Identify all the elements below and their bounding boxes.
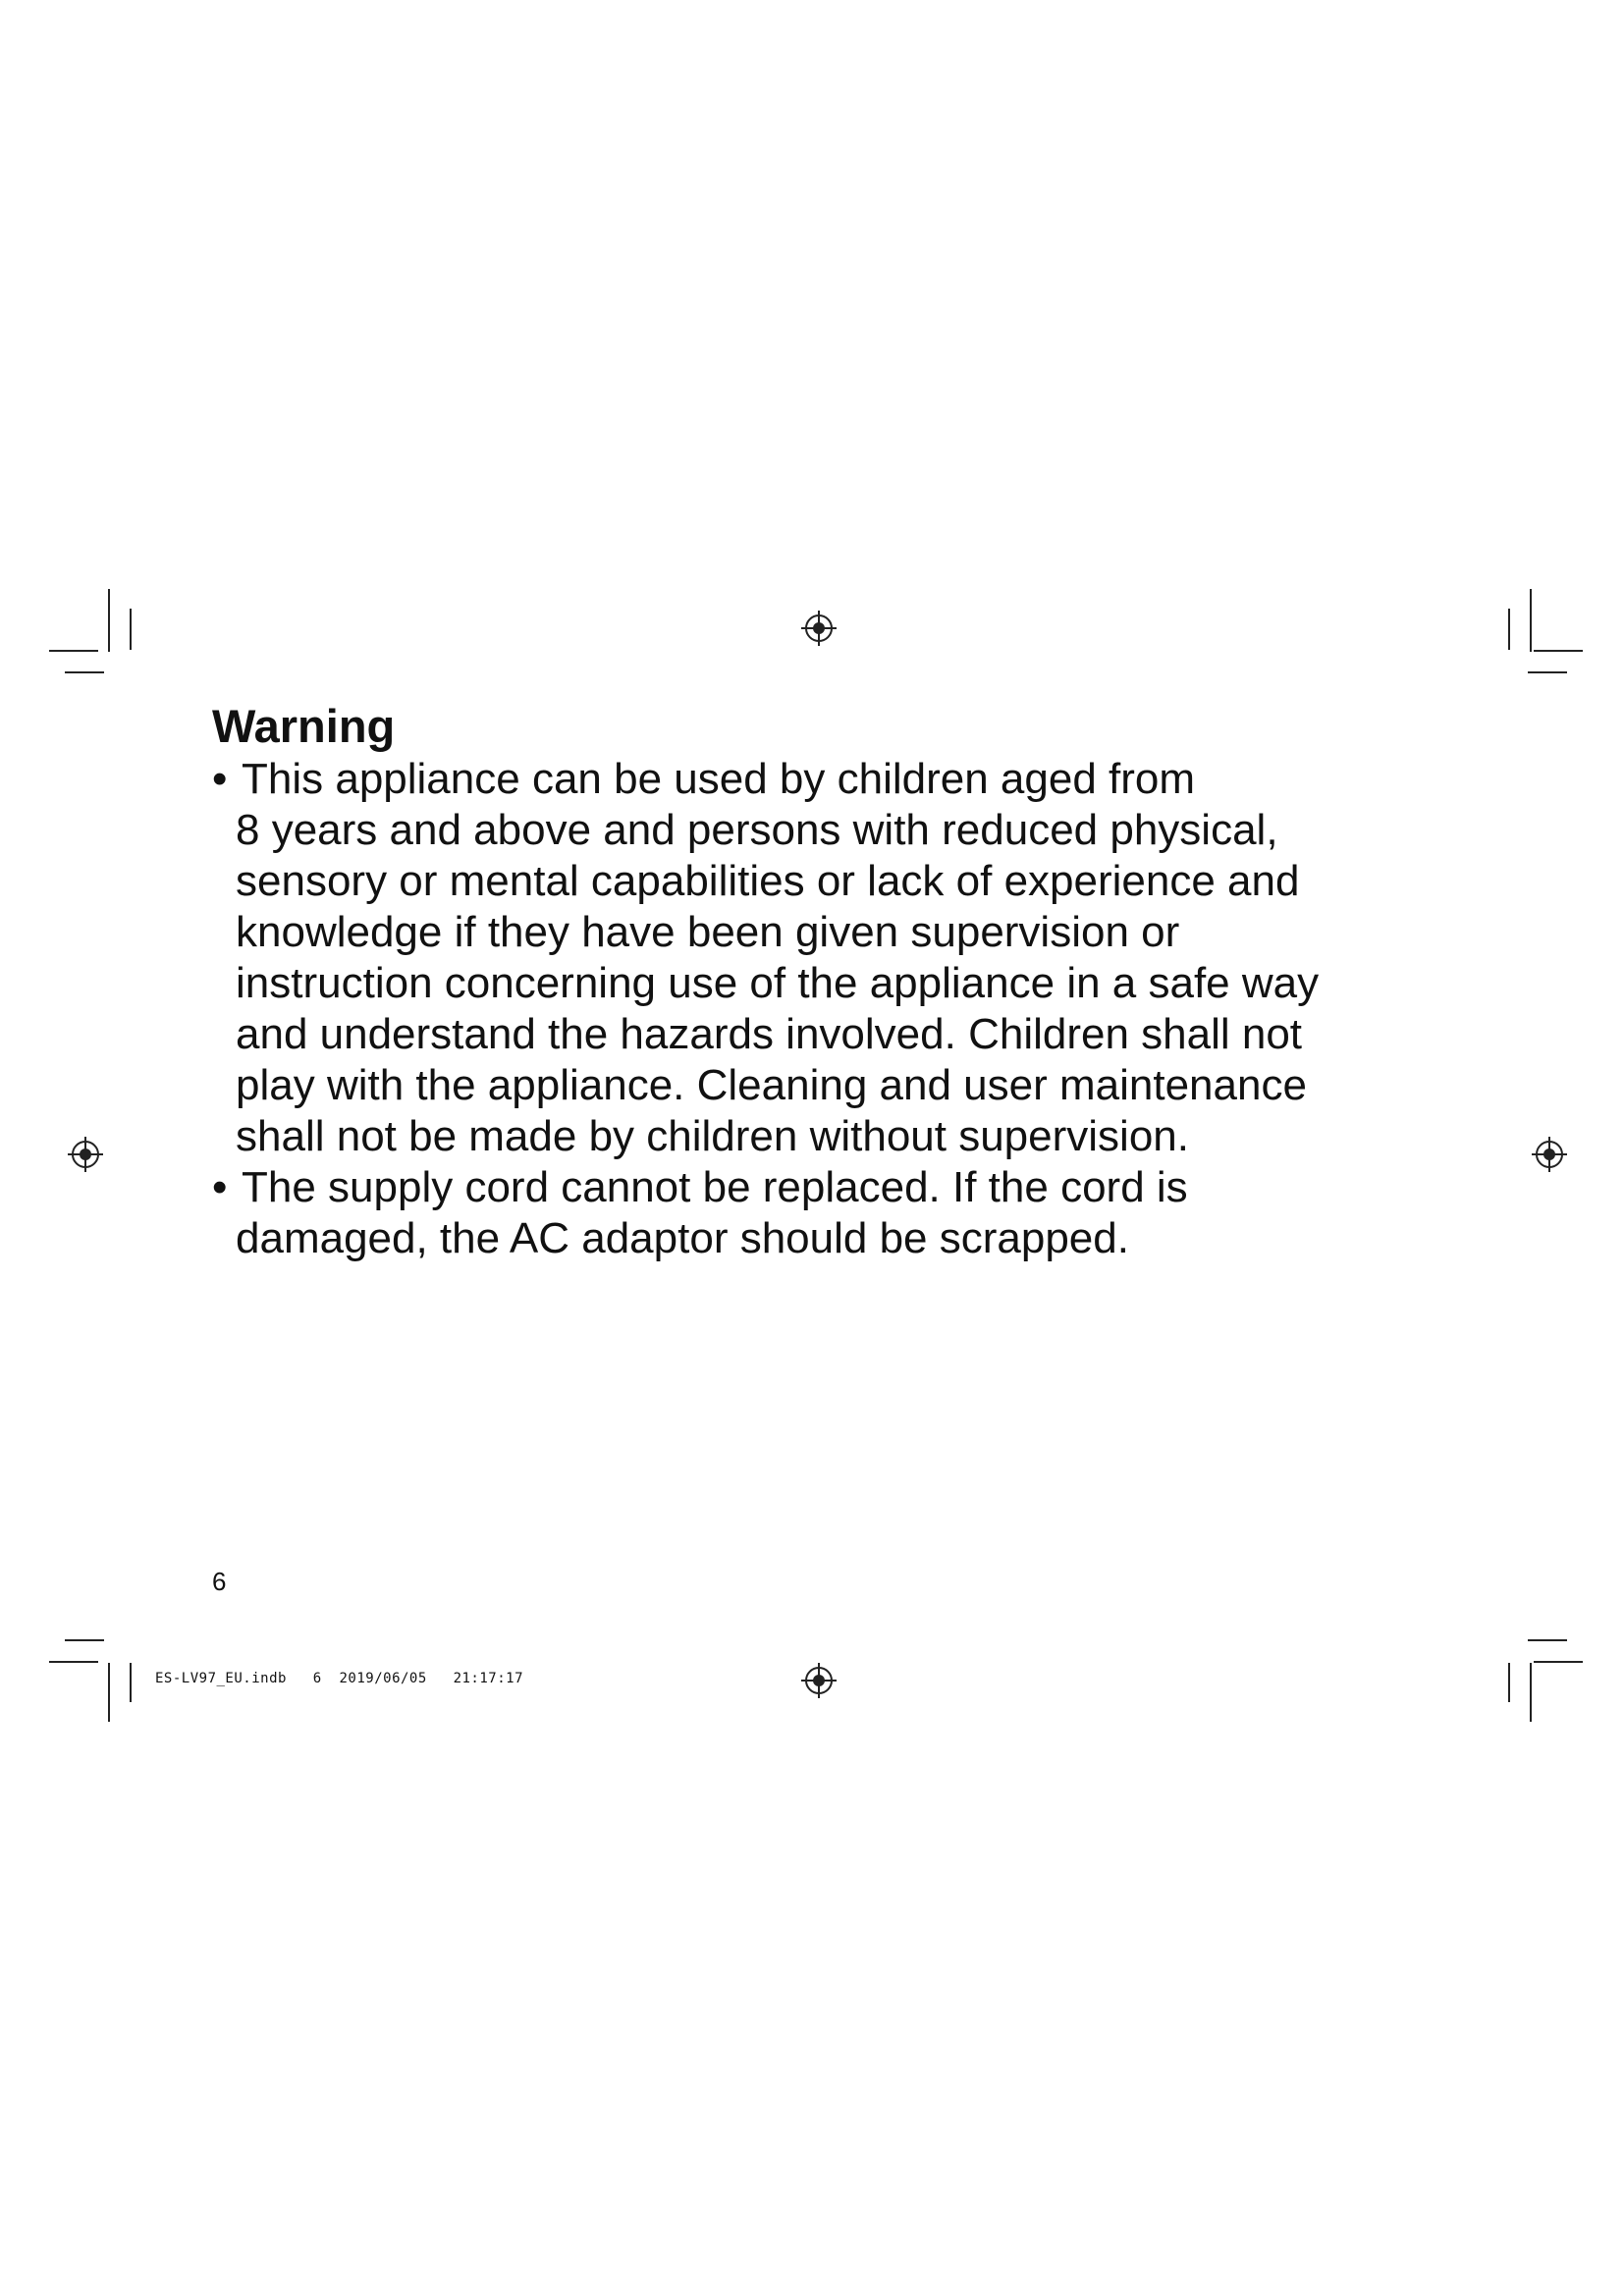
- page-number: 6: [212, 1567, 227, 1596]
- crop-mark-bottom-left-h2: [49, 1661, 98, 1663]
- warning-text-line: instruction concerning use of the appliance in a safe way: [236, 959, 1320, 1007]
- bullet-point: •: [212, 755, 228, 803]
- crop-mark-top-left-v2: [130, 609, 132, 650]
- warning-text-line: damaged, the AC adaptor should be scrapped.: [236, 1214, 1129, 1262]
- warning-text-line: The supply cord cannot be replaced. If the cord is: [242, 1163, 1188, 1211]
- warning-text-line: knowledge if they have been given supervision or: [236, 908, 1180, 956]
- bullet-point: •: [212, 1163, 228, 1211]
- crop-mark-bottom-left-v2: [130, 1663, 132, 1702]
- crop-mark-bottom-right-h2: [1534, 1661, 1583, 1663]
- registration-target-icon: [66, 1135, 105, 1174]
- crop-mark-bottom-left-v1: [108, 1663, 110, 1722]
- warning-heading: Warning: [212, 700, 396, 752]
- crop-mark-top-left-h2: [65, 671, 104, 673]
- warning-text-line: 8 years and above and persons with reduced physical,: [236, 806, 1278, 854]
- warning-text-line: shall not be made by children without supervision.: [236, 1112, 1189, 1160]
- crop-mark-top-left-v1: [108, 589, 110, 652]
- registration-target-icon: [1530, 1135, 1569, 1174]
- crop-mark-top-right-v2: [1508, 609, 1510, 650]
- warning-text-line: play with the appliance. Cleaning and user maintenance: [236, 1061, 1307, 1109]
- crop-mark-top-right-h1: [1534, 650, 1583, 652]
- crop-mark-top-left-h1: [49, 650, 98, 652]
- crop-mark-top-right-h2: [1528, 671, 1567, 673]
- crop-mark-bottom-left-h1: [65, 1639, 104, 1641]
- warning-list: [212, 754, 1449, 1264]
- warning-item-supply-cord: [212, 1162, 1449, 1264]
- registration-target-icon: [799, 1661, 839, 1700]
- warning-item-children: [212, 754, 1449, 1162]
- warning-text-line: This appliance can be used by children aged from: [242, 755, 1196, 803]
- crop-mark-bottom-right-v1: [1530, 1663, 1532, 1722]
- registration-target-icon: [799, 609, 839, 648]
- crop-mark-bottom-right-h1: [1528, 1639, 1567, 1641]
- warning-text-line: sensory or mental capabilities or lack of experience and: [236, 857, 1300, 905]
- crop-mark-top-right-v1: [1530, 589, 1532, 652]
- warning-section: [212, 699, 1449, 1264]
- print-slug: ES-LV97_EU.indb 6 2019/06/05 21:17:17: [155, 1671, 524, 1686]
- warning-text-line: and understand the hazards involved. Children shall not: [236, 1010, 1303, 1058]
- crop-mark-bottom-right-v2: [1508, 1663, 1510, 1702]
